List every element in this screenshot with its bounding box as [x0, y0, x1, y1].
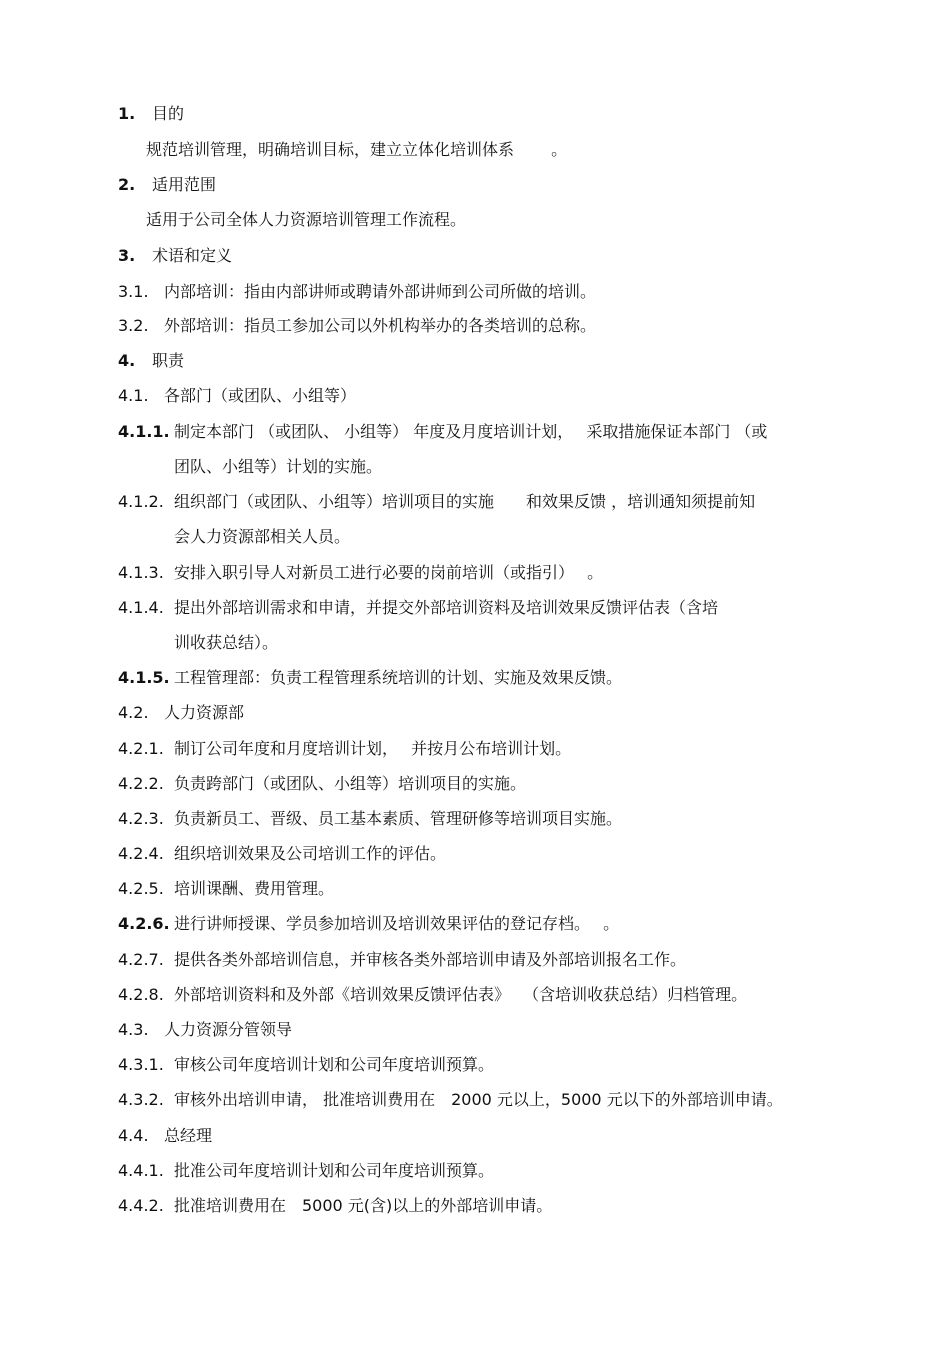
line-text: 提供各类外部培训信息，并审核各类外部培训申请及外部培训报名工作。 — [174, 950, 687, 969]
line-number: 4.2.7. — [118, 950, 164, 969]
line-number: 4.3.2. — [118, 1090, 164, 1109]
line-number: 4.1.4. — [118, 598, 164, 617]
line-number: 4.1.3. — [118, 563, 164, 582]
line-text: 总经理 — [164, 1126, 213, 1145]
line-number: 4.2.1. — [118, 739, 164, 758]
line-number: 4.2.6. — [118, 914, 170, 933]
line-text: 制订公司年度和月度培训计划， 并按月公布培训计划。 — [174, 739, 572, 758]
line-number: 4.4.2. — [118, 1196, 164, 1215]
line-text: 团队、小组等）计划的实施。 — [174, 457, 383, 476]
line-text: 规范培训管理，明确培训目标，建立立体化培训体系 。 — [146, 140, 568, 159]
line-text: 提出外部培训需求和申请，并提交外部培训资料及培训效果反馈评估表（含培 — [174, 598, 719, 617]
line-text: 组织部门（或团队、小组等）培训项目的实施 和效果反馈 ，培训通知须提前知 — [174, 492, 756, 511]
line-text: 制定本部门 （或团队、 小组等） 年度及月度培训计划， 采取措施保证本部门 （或 — [174, 422, 768, 441]
line-text: 职责 — [152, 351, 185, 370]
line-number: 3.1. — [118, 282, 149, 301]
line-number: 4.1.1. — [118, 422, 170, 441]
line-number: 4.4. — [118, 1126, 149, 1145]
line-text: 各部门（或团队、小组等） — [164, 386, 357, 405]
line-text: 工程管理部：负责工程管理系统培训的计划、实施及效果反馈。 — [174, 668, 623, 687]
line-text: 训收获总结）。 — [174, 633, 279, 652]
line-number: 4.2. — [118, 703, 149, 722]
line-number: 4.1.2. — [118, 492, 164, 511]
line-number: 3.2. — [118, 316, 149, 335]
line-number: 3. — [118, 246, 136, 265]
line-text: 人力资源部 — [164, 703, 245, 722]
line-number: 4.2.4. — [118, 844, 164, 863]
line-text: 批准培训费用在 5000 元(含)以上的外部培训申请。 — [174, 1196, 553, 1215]
line-number: 2. — [118, 175, 136, 194]
line-text: 组织培训效果及公司培训工作的评估。 — [174, 844, 447, 863]
line-text: 会人力资源部相关人员。 — [174, 527, 351, 546]
line-text: 负责跨部门（或团队、小组等）培训项目的实施。 — [174, 774, 527, 793]
line-text: 安排入职引导人对新员工进行必要的岗前培训（或指引） 。 — [174, 563, 604, 582]
line-text: 审核公司年度培训计划和公司年度培训预算。 — [174, 1055, 495, 1074]
line-number: 4.4.1. — [118, 1161, 164, 1180]
line-number: 4. — [118, 351, 136, 370]
line-text: 适用于公司全体人力资源培训管理工作流程。 — [146, 210, 467, 229]
line-number: 1. — [118, 104, 136, 123]
line-text: 适用范围 — [152, 175, 217, 194]
line-text: 审核外出培训申请， 批准培训费用在 2000 元以上，5000 元以下的外部培训申请。 — [174, 1090, 783, 1109]
line-text: 进行讲师授课、学员参加培训及培训效果评估的登记存档。 。 — [174, 914, 620, 933]
line-text: 人力资源分管领导 — [164, 1020, 293, 1039]
line-number: 4.2.3. — [118, 809, 164, 828]
line-text: 术语和定义 — [152, 246, 233, 265]
line-number: 4.2.5. — [118, 879, 164, 898]
line-text: 批准公司年度培训计划和公司年度培训预算。 — [174, 1161, 495, 1180]
line-text: 内部培训：指由内部讲师或聘请外部讲师到公司所做的培训。 — [164, 282, 597, 301]
line-number: 4.3. — [118, 1020, 149, 1039]
line-number: 4.2.2. — [118, 774, 164, 793]
line-text: 外部培训资料和及外部《培训效果反馈评估表》 （含培训收获总结）归档管理。 — [174, 985, 748, 1004]
line-text: 负责新员工、晋级、员工基本素质、管理研修等培训项目实施。 — [174, 809, 623, 828]
line-text: 目的 — [152, 104, 185, 123]
line-number: 4.1. — [118, 386, 149, 405]
line-number: 4.3.1. — [118, 1055, 164, 1074]
line-number: 4.1.5. — [118, 668, 170, 687]
line-text: 外部培训：指员工参加公司以外机构举办的各类培训的总称。 — [164, 316, 597, 335]
line-number: 4.2.8. — [118, 985, 164, 1004]
line-text: 培训课酬、费用管理。 — [174, 879, 335, 898]
